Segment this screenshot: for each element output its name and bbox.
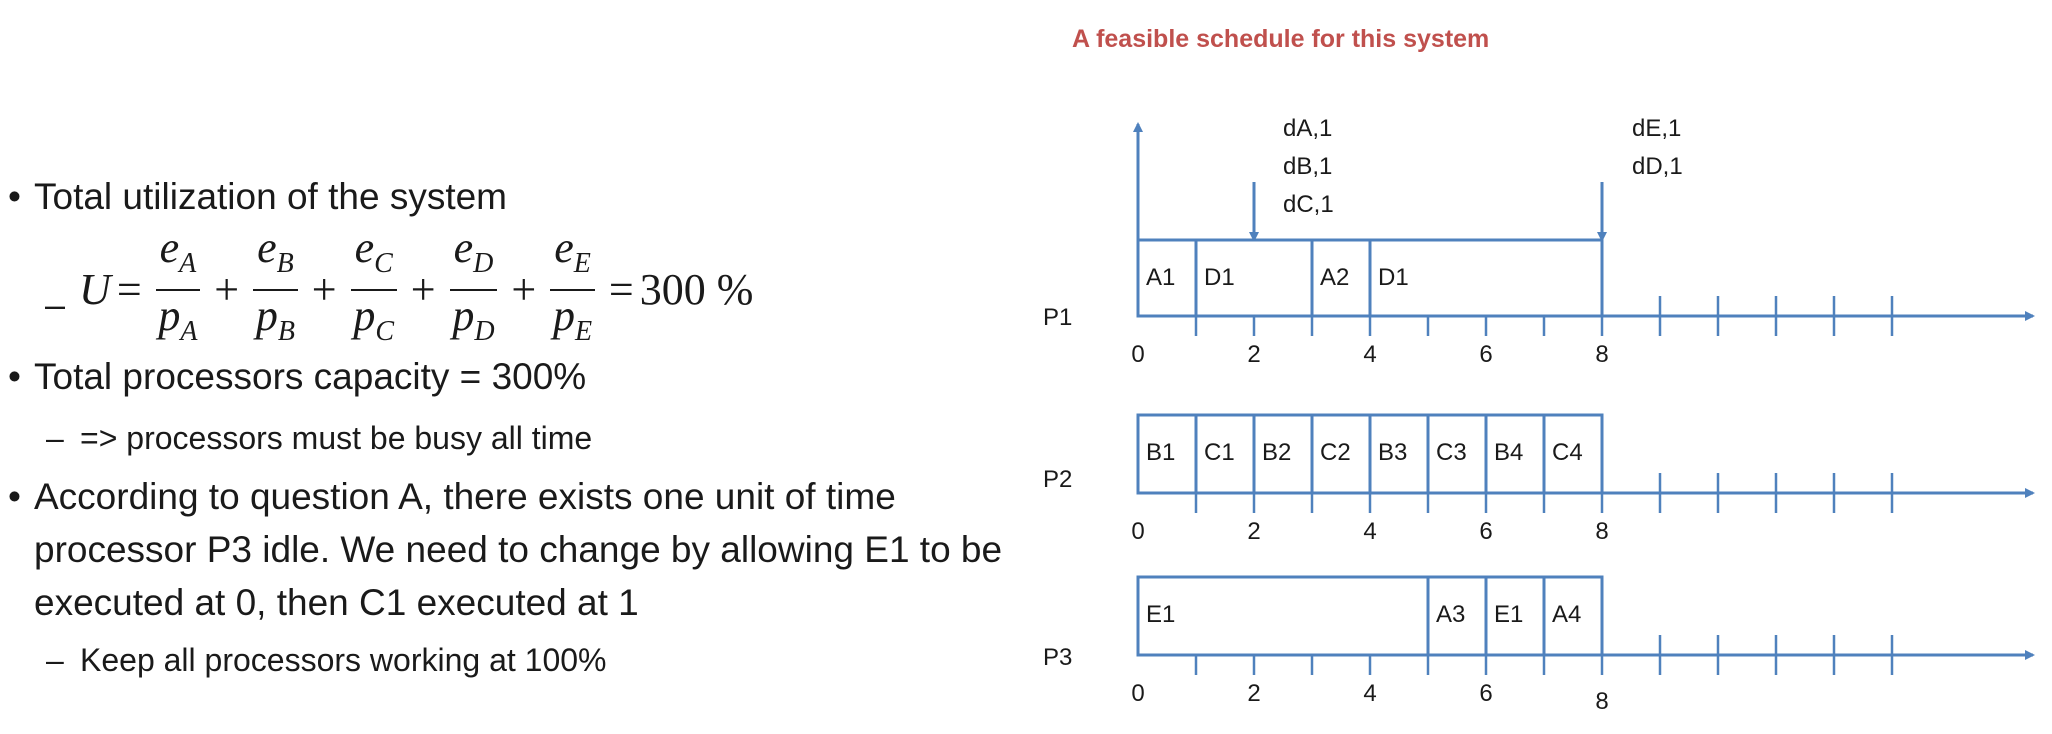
deadline-label: dE,1: [1632, 115, 1682, 142]
tick-label: 6: [1479, 680, 1493, 707]
sub-bullet-dash: –: [46, 642, 64, 678]
task-label: B3: [1378, 439, 1408, 466]
task-label: C1: [1204, 439, 1235, 466]
tick-label: 4: [1363, 680, 1377, 707]
tick-label: 6: [1479, 518, 1493, 545]
task-label: A1: [1146, 264, 1176, 291]
equation-dash: –: [45, 283, 66, 325]
equals-sign: =: [608, 265, 634, 315]
plus-sign: +: [311, 265, 337, 315]
tick-label: 4: [1363, 341, 1377, 368]
equals-sign: =: [116, 265, 142, 315]
bullet-1-text: Total utilization of the system: [34, 176, 507, 217]
processor-label: P3: [1043, 644, 1073, 671]
bullet-dot: •: [8, 356, 21, 397]
schedule-layer: [1043, 115, 2033, 715]
processor-label: P2: [1043, 466, 1073, 493]
fraction-a: $\frac{e_A}{p_A}$: [156, 225, 201, 355]
task-label: C4: [1552, 439, 1583, 466]
bullet-3-text: According to question A, there exists one unit of time processor P3 idle. We need to change by allowing E1 to be executed at 0, then C1 executed at 1: [34, 476, 1003, 623]
deadline-label: dC,1: [1283, 191, 1334, 218]
task-label: C3: [1436, 439, 1467, 466]
task-block: [1138, 577, 1428, 655]
diagram-title: A feasible schedule for this system: [1072, 25, 1490, 53]
tick-label: 0: [1131, 341, 1145, 368]
task-label: A3: [1436, 601, 1466, 628]
processor-label: P1: [1043, 304, 1073, 331]
tick-label: 8: [1595, 688, 1609, 715]
tick-label: 0: [1131, 518, 1145, 545]
deadline-label: dB,1: [1283, 153, 1333, 180]
task-label: A2: [1320, 264, 1350, 291]
plus-sign: +: [214, 265, 240, 315]
task-label: D1: [1378, 264, 1409, 291]
fraction-d: $\frac{e_D}{p_D}$: [450, 225, 498, 355]
bullet-dot: •: [8, 476, 21, 517]
tick-label: 2: [1247, 518, 1261, 545]
bullet-dot: •: [8, 176, 21, 217]
fraction-b: $\frac{e_B}{p_B}$: [253, 225, 298, 355]
plus-sign: +: [410, 265, 436, 315]
task-label: E1: [1494, 601, 1524, 628]
tick-label: 2: [1247, 680, 1261, 707]
deadline-label: dA,1: [1283, 115, 1333, 142]
task-label: E1: [1146, 601, 1176, 628]
task-label: B2: [1262, 439, 1292, 466]
sub-bullet-1-text: => processors must be busy all time: [80, 420, 593, 456]
equation-lhs: U: [79, 265, 111, 315]
task-label: C2: [1320, 439, 1351, 466]
sub-bullet-2-text: Keep all processors working at 100%: [80, 642, 607, 678]
sub-bullet-dash: –: [46, 420, 64, 456]
plus-sign: +: [511, 265, 537, 315]
fraction-e: $\frac{e_E}{p_E}$: [550, 225, 595, 355]
task-label: B4: [1494, 439, 1524, 466]
task-label: D1: [1204, 264, 1235, 291]
fraction-c: $\frac{e_C}{p_C}$: [351, 225, 397, 355]
bullet-2-text: Total processors capacity = 300%: [34, 356, 587, 397]
tick-label: 0: [1131, 680, 1145, 707]
tick-label: 6: [1479, 341, 1493, 368]
task-label: B1: [1146, 439, 1176, 466]
task-label: A4: [1552, 601, 1582, 628]
tick-label: 8: [1595, 341, 1609, 368]
deadline-label: dD,1: [1632, 153, 1683, 180]
tick-label: 4: [1363, 518, 1377, 545]
tick-label: 8: [1595, 518, 1609, 545]
equation-result: 300 %: [639, 265, 754, 315]
tick-label: 2: [1247, 341, 1261, 368]
